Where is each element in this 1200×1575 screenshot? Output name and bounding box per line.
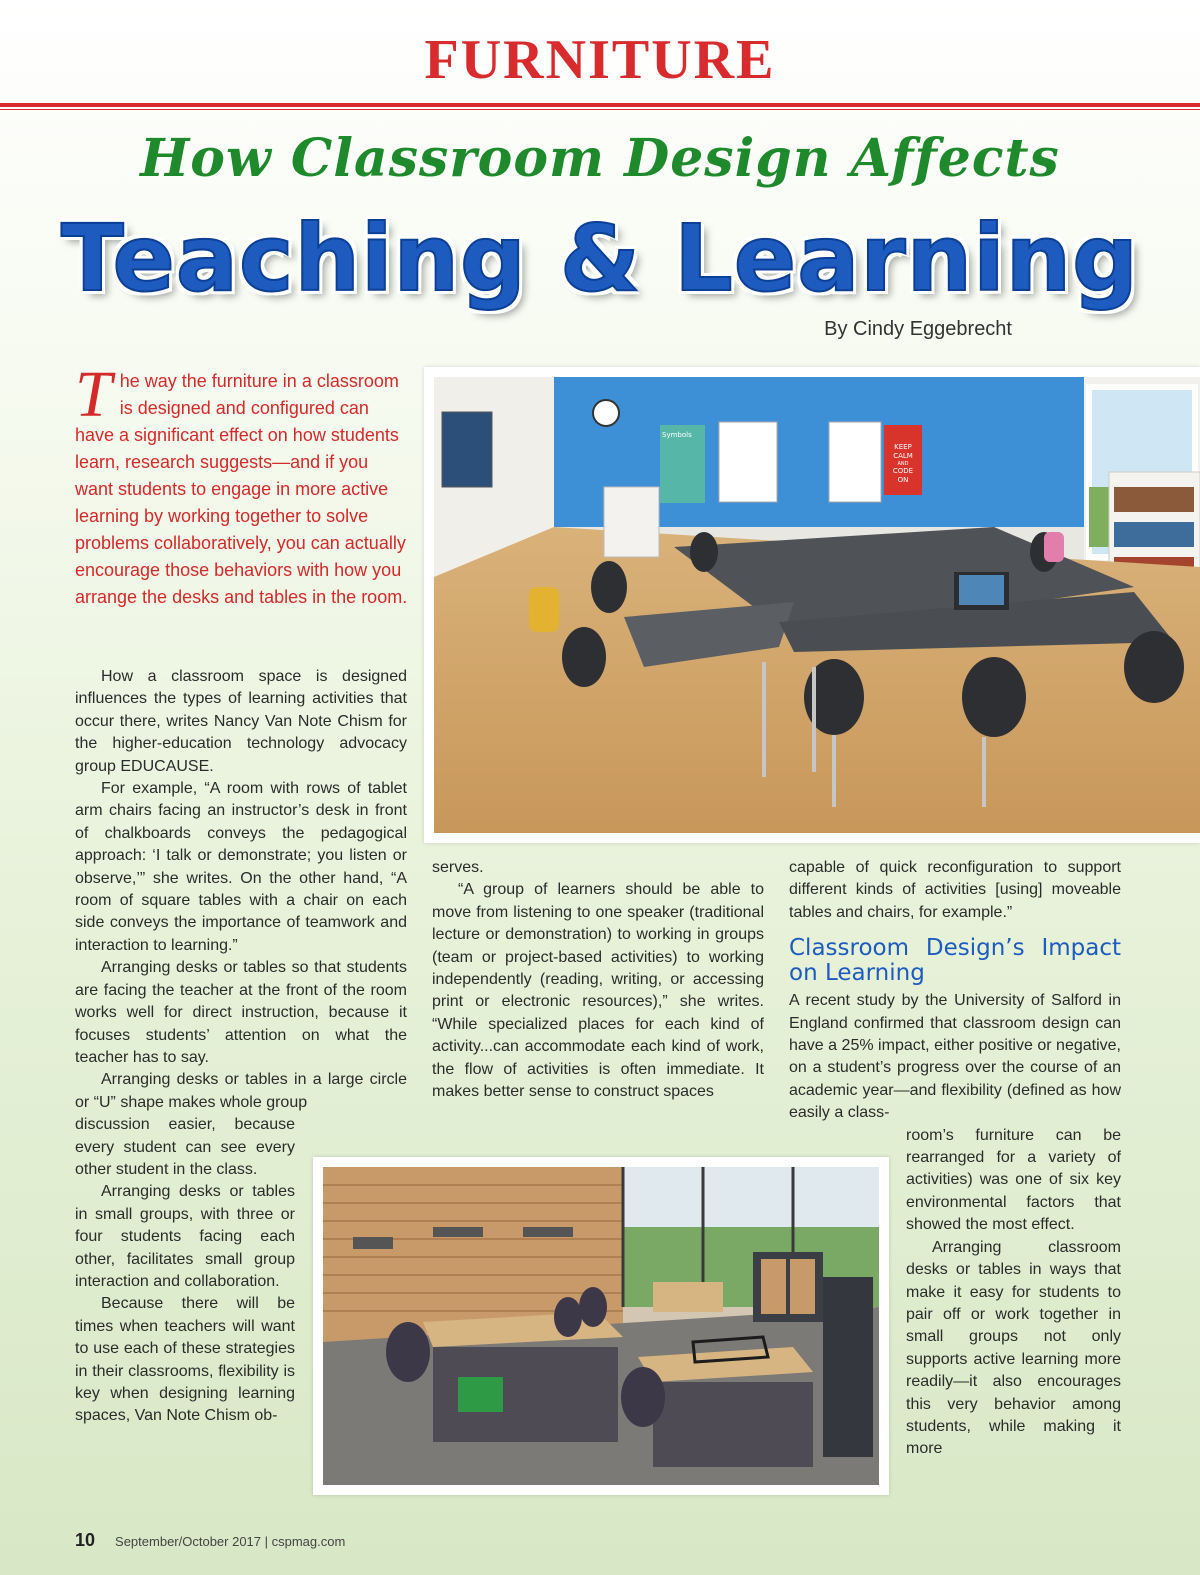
column-2 [432, 857, 764, 1103]
classroom-photo [424, 367, 1200, 843]
col1-narrow [75, 1114, 295, 1428]
column-3 [789, 857, 1121, 1461]
col1-paragraph: For example, “A room with rows of tablet arm chairs facing an instructor’s desk in front of chalkboards conveys the pedagogical approach: ‘I talk or demonstrate; you listen or observe,’” she writes. On the other hand, “A room of square tables with a chair on each side conveys the importance of teamwork and interaction to learning.” [75, 780, 407, 954]
section-heading: FURNITURE [424, 29, 776, 91]
poster-on: ON [897, 476, 909, 484]
issue-info: September/October 2017 | cspmag.com [115, 1534, 346, 1549]
col1-paragraph: How a classroom space is designed influences the types of learning activities that occur there, writes Nancy Van Note Chism for the higher-education technology advocacy group EDUCAUSE. [75, 668, 407, 775]
col1-paragraph: Arranging desks or tables in small groups, with three or four students facing each other, facilitates small group interaction and collaboration. [75, 1183, 295, 1290]
page-number: 10 [75, 1530, 96, 1550]
subheading: Classroom Design’s Impact on Learning [789, 935, 1121, 987]
col2-paragraph: serves. [432, 859, 484, 876]
poster-calm: CALM [893, 452, 913, 460]
section-rule [0, 103, 1200, 107]
intro-text: he way the furniture in a classroom is designed and configured can have a significant effect on how students learn, research suggests—and if you want students to engage in more active learning by working together to solve problems collaboratively, you can actually encourage those behaviors with how you arrange the desks and tables in the room. [75, 371, 408, 607]
col3-paragraph: room’s furniture can be rearranged for a variety of activities) was one of six key environmental factors that showed the most effect. [906, 1126, 1121, 1234]
col1-paragraph: discussion easier, because every student can see every other student in the class. [75, 1116, 295, 1178]
col1-paragraph: Arranging desks or tables so that students are facing the teacher at the front of the room works well for direct instruction, because it focuses students’ attention on what the teacher has to say. [75, 959, 407, 1066]
article-title-line1: How Classroom Design Affects [140, 128, 1060, 189]
byline: By Cindy Eggebrecht [824, 318, 1012, 340]
col3-paragraph: capable of quick reconfiguration to support different kinds of activities [using] moveable tables and chairs, for example.” [789, 859, 1121, 921]
footer [75, 1530, 345, 1551]
poster-and: AND [897, 461, 909, 467]
drop-cap: T [75, 358, 112, 431]
poster-code: CODE [892, 467, 914, 475]
poster-keep: KEEP [894, 443, 912, 451]
col1-paragraph: Arranging desks or tables in a large circle or “U” shape makes whole group [75, 1071, 407, 1111]
intro-paragraph [75, 358, 410, 611]
classroom-photo-image [434, 377, 1200, 833]
col3-narrow [906, 1125, 1121, 1461]
col1-paragraph: Because there will be times when teachers will want to use each of these strategies in their classrooms, flexibility is key when designing learning spaces, Van Note Chism ob- [75, 1295, 295, 1425]
col2-paragraph: “A group of learners should be able to move from listening to one speaker (traditional lecture or demonstration) to working in groups (team or project-based activities) to working independently (reading, writing, or accessing print or electronic resources),” she writes. “While specialized places for each kind of activity...can accommodate each kind of work, the flow of activities is often immediate. It makes better sense to construct spaces [432, 881, 764, 1101]
column-1 [75, 666, 407, 1428]
col3-paragraph: Arranging classroom desks or tables in ways that make it easy for students to pair off or work together in small groups not only supports active learning more readily—it also encourages this very behavior among students, while making it more [906, 1238, 1121, 1458]
section-rule-thin [0, 109, 1200, 110]
poster-title: Symbols [662, 431, 692, 439]
article-title-line2: Teaching & Learning [60, 205, 1140, 312]
col3-paragraph: A recent study by the University of Salford in England confirmed that classroom design can have a 25% impact, either positive or negative, on a student’s progress over the course of an academic year—and flexibility (defined as how easily a class- [789, 992, 1121, 1122]
